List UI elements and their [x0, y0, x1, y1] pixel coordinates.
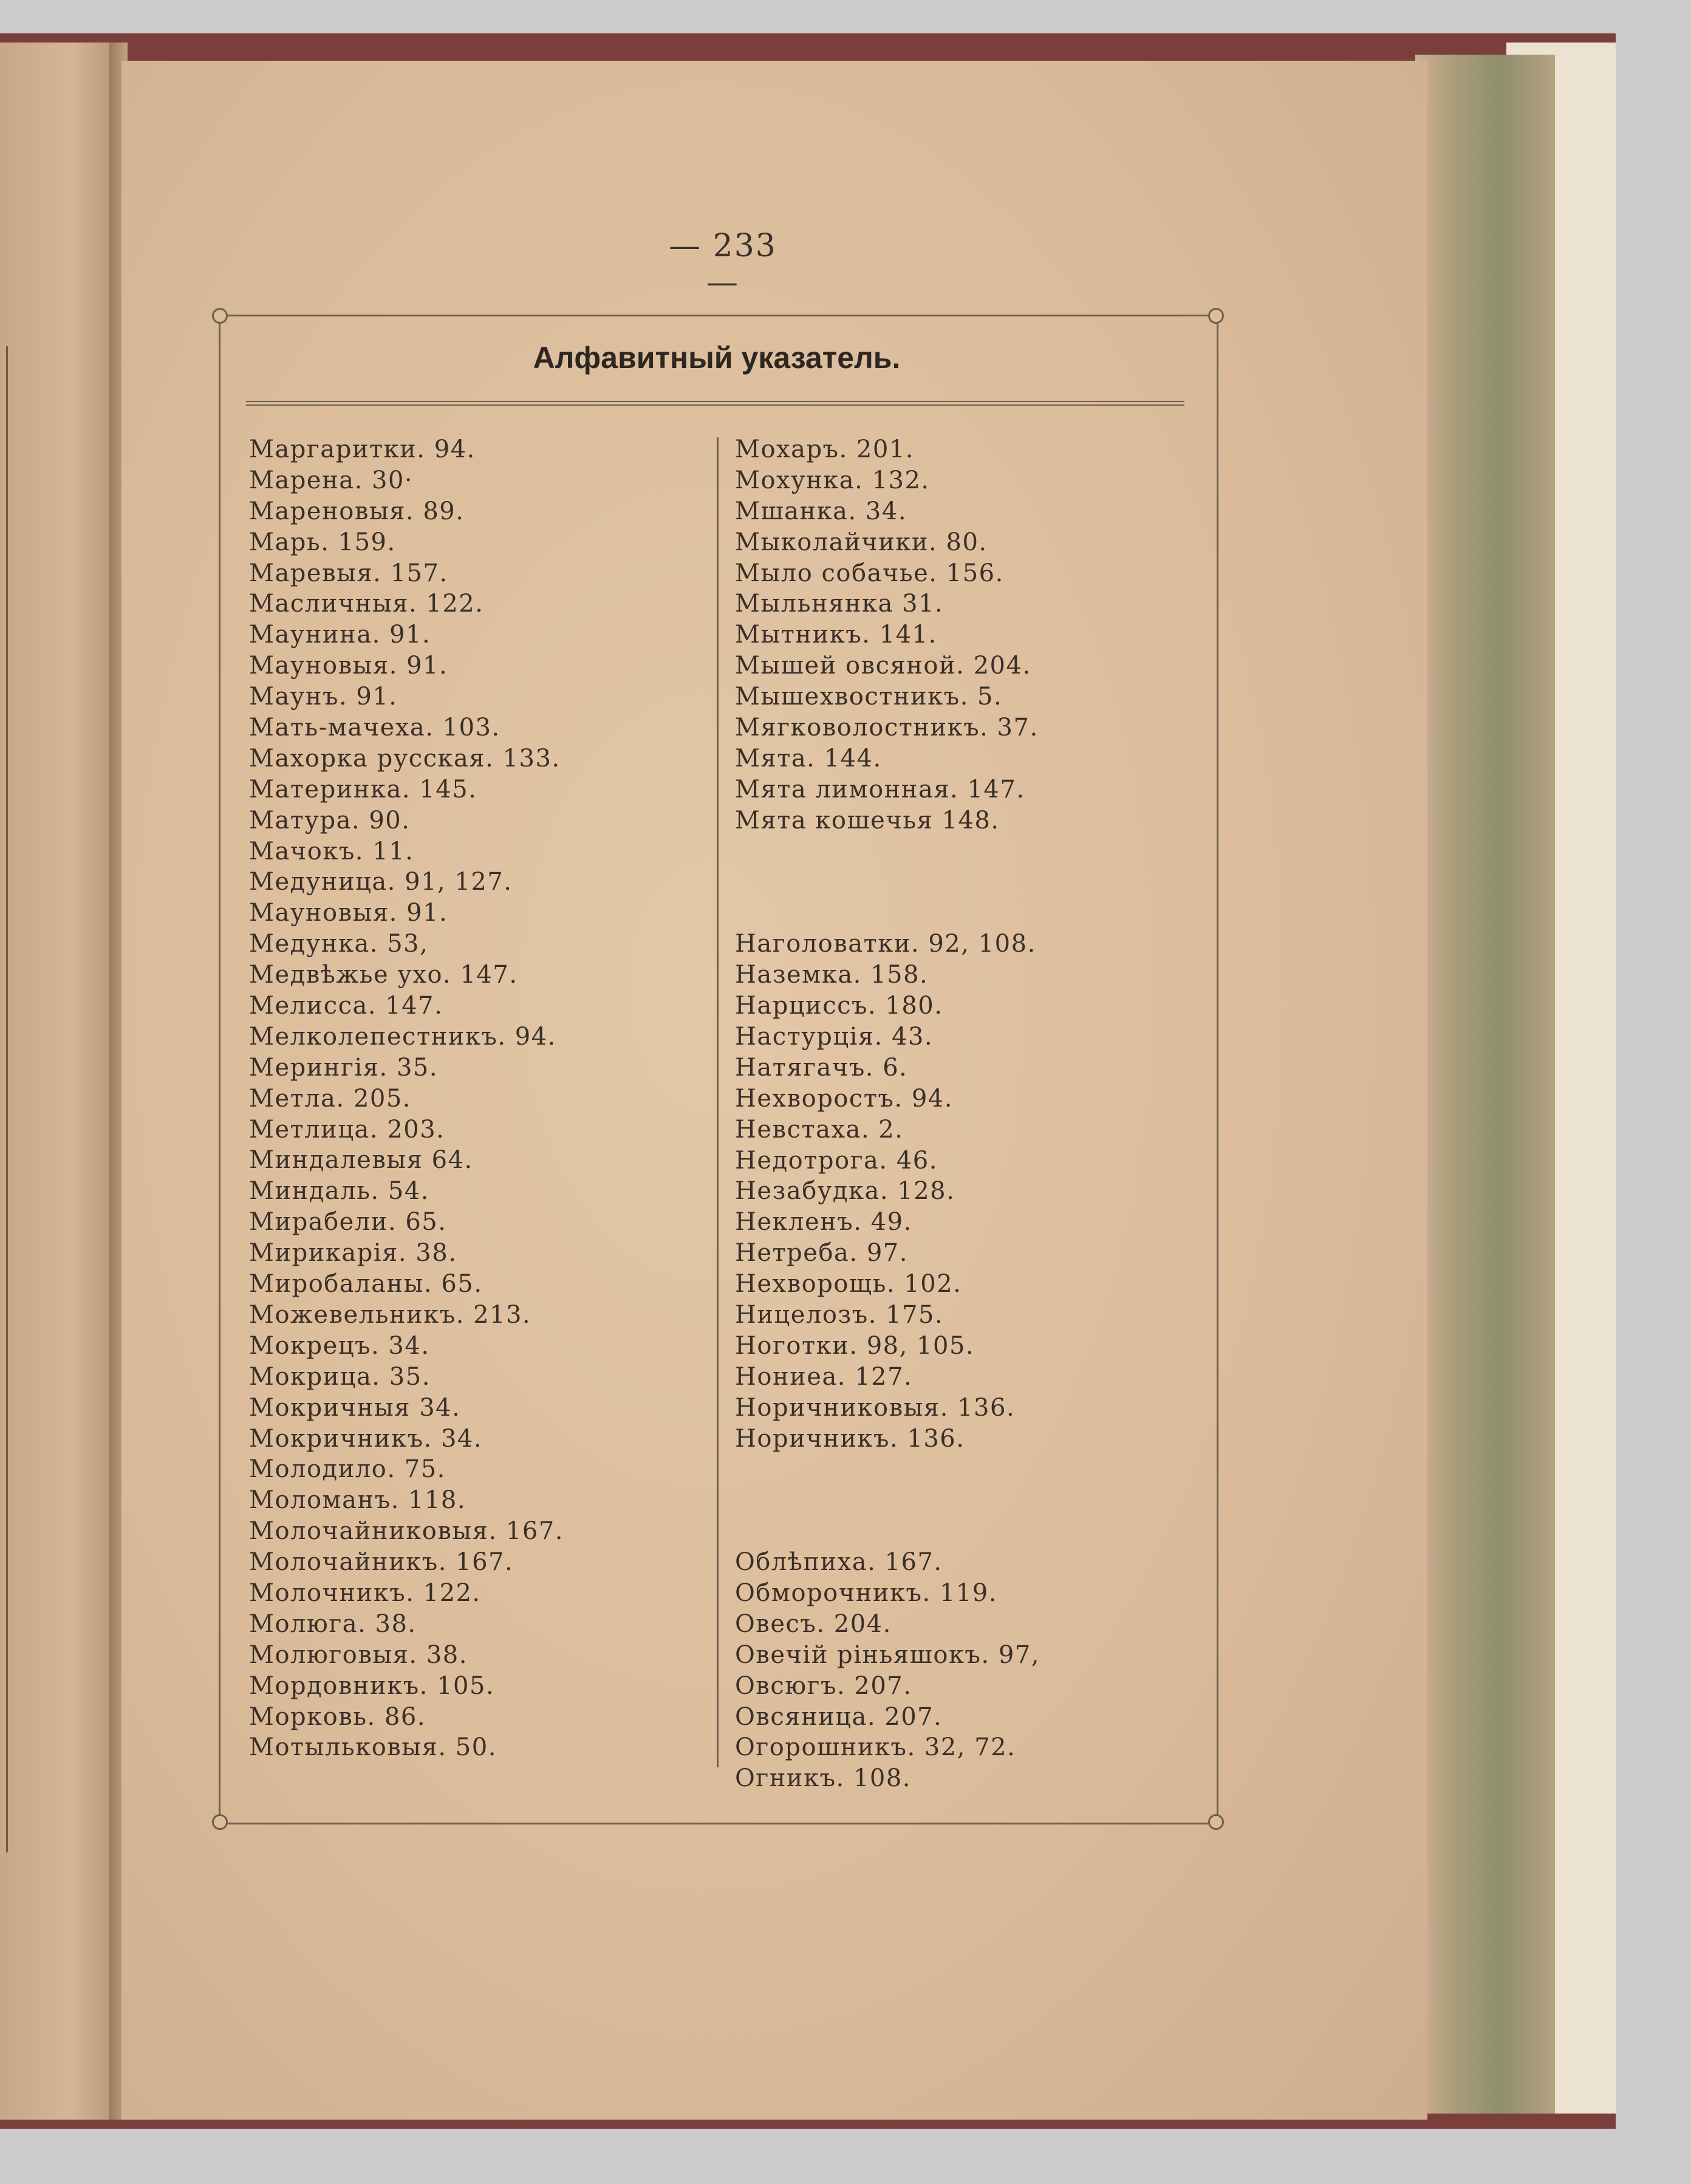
- index-entry: Маунина. 91.: [249, 621, 431, 649]
- index-entry: Нарциссъ. 180.: [735, 992, 943, 1020]
- frame-corner-ornament: [212, 1814, 228, 1830]
- index-entry: Мягковолостникъ. 37.: [735, 714, 1039, 742]
- index-entry: Можевельникъ. 213.: [249, 1300, 531, 1329]
- index-entry: Медуница. 91, 127.: [249, 868, 513, 896]
- index-entry: Медвѣжье ухо. 147.: [249, 961, 518, 989]
- index-entry: Невстаха. 2.: [735, 1115, 904, 1144]
- index-entry: Незабудка. 128.: [735, 1177, 955, 1206]
- index-entry: Молочайниковыя. 167.: [249, 1517, 564, 1546]
- index-entry: Мать-мачеха. 103.: [249, 714, 500, 742]
- index-entry: Овечій ріньяшокъ. 97,: [735, 1640, 1040, 1669]
- left-page-edge: [0, 43, 118, 2120]
- index-entry: Наземка. 158.: [735, 961, 929, 989]
- index-entry: Мачокъ. 11.: [249, 837, 414, 865]
- index-entry: Обморочникъ. 119.: [735, 1578, 997, 1607]
- index-entry: Мокрица. 35.: [249, 1362, 431, 1391]
- index-entry: Мыколайчики. 80.: [735, 528, 988, 556]
- page-number: — 233 —: [669, 228, 777, 301]
- index-entry: Молочникъ. 122.: [249, 1578, 481, 1607]
- index-entry: Маревыя. 157.: [249, 559, 448, 587]
- index-entry: Матура. 90.: [249, 806, 411, 834]
- index-entry: Огникъ. 108.: [735, 1764, 912, 1793]
- frame-corner-ornament: [1208, 1814, 1224, 1830]
- index-entry: Ноготки. 98, 105.: [735, 1331, 975, 1360]
- index-entry: Мохунка. 132.: [735, 466, 930, 494]
- index-entry: Мята кошечья 148.: [735, 806, 1000, 834]
- index-entry: Мирабели. 65.: [249, 1208, 447, 1237]
- index-entry: Миробаланы. 65.: [249, 1270, 483, 1298]
- index-column-left: [249, 434, 564, 1763]
- index-entry: Норичниковыя. 136.: [735, 1393, 1016, 1422]
- index-entry: Недотрога. 46.: [735, 1146, 938, 1175]
- index-entry: Нехворостъ. 94.: [735, 1084, 953, 1113]
- index-entry: Мохаръ. 201.: [735, 435, 914, 463]
- index-entry: Мауновыя. 91.: [249, 899, 448, 927]
- index-heading: Алфавитный указатель.: [533, 341, 901, 375]
- index-entry: Некленъ. 49.: [735, 1208, 912, 1237]
- index-entry: Мята лимонная. 147.: [735, 775, 1025, 804]
- index-entry: Мыльнянка 31.: [735, 590, 944, 618]
- index-entry: Мыло собачье. 156.: [735, 559, 1004, 587]
- index-entry: Маргаритки. 94.: [249, 435, 476, 463]
- letter-group-gap: [735, 836, 1040, 929]
- index-entry: Мордовникъ. 105.: [249, 1671, 495, 1700]
- frame-corner-ornament: [1208, 308, 1224, 324]
- index-entry: Мытникъ. 141.: [735, 621, 937, 649]
- index-entry: Мареновыя. 89.: [249, 497, 465, 525]
- index-entry: Масличныя. 122.: [249, 590, 484, 618]
- index-entry: Молюговыя. 38.: [249, 1640, 468, 1669]
- index-entry: Медунка. 53,: [249, 930, 429, 958]
- index-entry: Нониеа. 127.: [735, 1362, 913, 1391]
- index-column-right: [735, 434, 1040, 1794]
- index-entry: Мокричныя 34.: [249, 1393, 461, 1422]
- index-entry: Миндалевыя 64.: [249, 1146, 473, 1175]
- worn-page-edges: [1415, 55, 1555, 2114]
- index-entry: Облѣпиха. 167.: [735, 1548, 943, 1577]
- index-entry: Мауновыя. 91.: [249, 652, 448, 680]
- index-entry: Моломанъ. 118.: [249, 1486, 466, 1515]
- letter-group-gap: [735, 1454, 1040, 1547]
- index-entry: Настурція. 43.: [735, 1022, 934, 1051]
- index-entry: Ницелозъ. 175.: [735, 1300, 944, 1329]
- index-entry: Мышей овсяной. 204.: [735, 652, 1031, 680]
- index-entry: Мотыльковыя. 50.: [249, 1733, 497, 1762]
- index-entry: Мирикарія. 38.: [249, 1239, 457, 1268]
- index-entry: Марена. 30·: [249, 466, 414, 494]
- index-entry: Метлица. 203.: [249, 1115, 445, 1144]
- index-entry: Огорошникъ. 32, 72.: [735, 1733, 1016, 1762]
- index-entry: Морковь. 86.: [249, 1702, 426, 1731]
- index-entry: Норичникъ. 136.: [735, 1424, 965, 1453]
- column-divider: [717, 437, 719, 1767]
- left-page-frame-line: [0, 346, 8, 1852]
- index-entry: Овесъ. 204.: [735, 1609, 892, 1638]
- index-entry: Мокричникъ. 34.: [249, 1424, 483, 1453]
- index-entry: Махорка русская. 133.: [249, 744, 561, 773]
- index-entry: Мелисса. 147.: [249, 992, 443, 1020]
- index-entry: Метла. 205.: [249, 1084, 412, 1113]
- index-entry: Мелколепестникъ. 94.: [249, 1022, 556, 1051]
- heading-double-rule: [246, 401, 1184, 406]
- index-entry: Миндаль. 54.: [249, 1177, 429, 1206]
- index-entry: Мокрецъ. 34.: [249, 1331, 430, 1360]
- index-entry: Маунъ. 91.: [249, 683, 398, 711]
- index-entry: Мята. 144.: [735, 744, 882, 773]
- index-entry: Мерингія. 35.: [249, 1053, 439, 1082]
- index-entry: Марь. 159.: [249, 528, 396, 556]
- index-entry: Наголоватки. 92, 108.: [735, 930, 1036, 958]
- index-entry: Мышехвостникъ. 5.: [735, 683, 1003, 711]
- index-entry: Натягачъ. 6.: [735, 1053, 908, 1082]
- index-entry: Молочайникъ. 167.: [249, 1548, 514, 1577]
- index-entry: Молюга. 38.: [249, 1609, 417, 1638]
- index-entry: Овсяница. 207.: [735, 1702, 943, 1731]
- index-entry: Материнка. 145.: [249, 775, 477, 804]
- index-entry: Овсюгъ. 207.: [735, 1671, 912, 1700]
- index-entry: Нетреба. 97.: [735, 1239, 908, 1268]
- index-entry: Молодило. 75.: [249, 1455, 446, 1484]
- frame-corner-ornament: [212, 308, 228, 324]
- index-entry: Нехворощь. 102.: [735, 1270, 962, 1298]
- index-entry: Мшанка. 34.: [735, 497, 907, 525]
